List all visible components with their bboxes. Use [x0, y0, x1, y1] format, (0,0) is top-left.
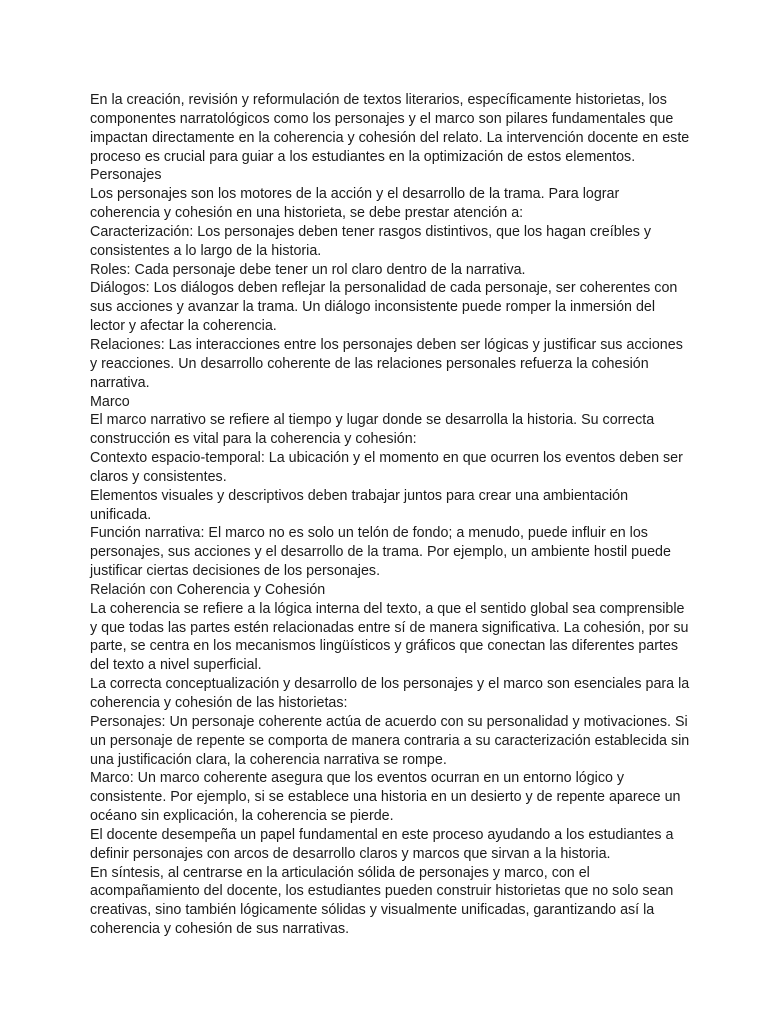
section-heading-personajes: Personajes [90, 167, 162, 184]
paragraph: Personajes: Un personaje coherente actúa de acuerdo con su personalidad y motivaciones. Si un personaje de repente se comporta de manera contraria a su caracterización establecida sin una justificación clara, la coherencia narrativa se rompe. [90, 713, 690, 768]
paragraph: El docente desempeña un papel fundamental en este proceso ayudando a los estudiantes a definir personajes con arcos de desarrollo claros y marcos que sirvan a la historia. [90, 826, 674, 862]
paragraph: Elementos visuales y descriptivos deben trabajar juntos para crear una ambientación unificada. [90, 487, 629, 523]
section-heading-marco: Marco [90, 393, 130, 410]
paragraph: Roles: Cada personaje debe tener un rol claro dentro de la narrativa. [90, 261, 526, 278]
document-body [90, 91, 690, 939]
paragraph: Contexto espacio-temporal: La ubicación y el momento en que ocurren los eventos deben ser claros y consistentes. [90, 450, 683, 485]
paragraph: El marco narrativo se refiere al tiempo y lugar donde se desarrolla la historia. Su correcta construcción es vital para la coherencia y cohesión: [90, 412, 655, 448]
paragraph: La coherencia se refiere a la lógica interna del texto, a que el sentido global sea comprensible y que todas las partes estén relacionadas entre sí de manera significativa. La cohesión, por su parte, se centra en los mecanismos lingüísticos y gráficos que conectan las diferentes partes del texto a nivel superficial. [90, 600, 689, 674]
closing-paragraph: En síntesis, al centrarse en la articulación sólida de personajes y marco, con el acompañamiento del docente, los estudiantes pueden construir historietas que no solo sean creativas, sino también lógicamente sólidas y visualmente unificadas, garantizando así la coherencia y cohesión de sus narrativas. [90, 864, 674, 938]
paragraph: La correcta conceptualización y desarrollo de los personajes y el marco son esenciales para la coherencia y cohesión de las historietas: [90, 676, 690, 711]
paragraph: Caracterización: Los personajes deben tener rasgos distintivos, que los hagan creíbles y consistentes a lo largo de la historia. [90, 223, 652, 259]
section-heading-relacion: Relación con Coherencia y Cohesión [90, 581, 326, 598]
paragraph: Función narrativa: El marco no es solo un telón de fondo; a menudo, puede influir en los personajes, sus acciones y el desarrollo de la trama. Por ejemplo, un ambiente hostil puede justificar ciertas decisiones de los personajes. [90, 525, 671, 580]
paragraph: Marco: Un marco coherente asegura que los eventos ocurran en un entorno lógico y consistente. Por ejemplo, si se establece una historia en un desierto y de repente aparece un océano sin explicación, la coherencia se pierde. [90, 770, 681, 825]
paragraph: Los personajes son los motores de la acción y el desarrollo de la trama. Para lograr coherencia y cohesión en una historieta, se debe prestar atención a: [90, 186, 620, 222]
paragraph: Diálogos: Los diálogos deben reflejar la personalidad de cada personaje, ser coherentes con sus acciones y avanzar la trama. Un diálogo inconsistente puede romper la inmersión del lector y afectar la coherencia. [90, 280, 678, 335]
intro-paragraph: En la creación, revisión y reformulación de textos literarios, específicamente historietas, los componentes narratológicos como los personajes y el marco son pilares fundamentales que impactan directamente en la coherencia y cohesión del relato. La intervención docente en este proceso es crucial para guiar a los estudiantes en la optimización de estos elementos. [90, 92, 690, 165]
paragraph: Relaciones: Las interacciones entre los personajes deben ser lógicas y justificar sus acciones y reacciones. Un desarrollo coherente de las relaciones personales refuerza la cohesión narrativa. [90, 336, 683, 391]
